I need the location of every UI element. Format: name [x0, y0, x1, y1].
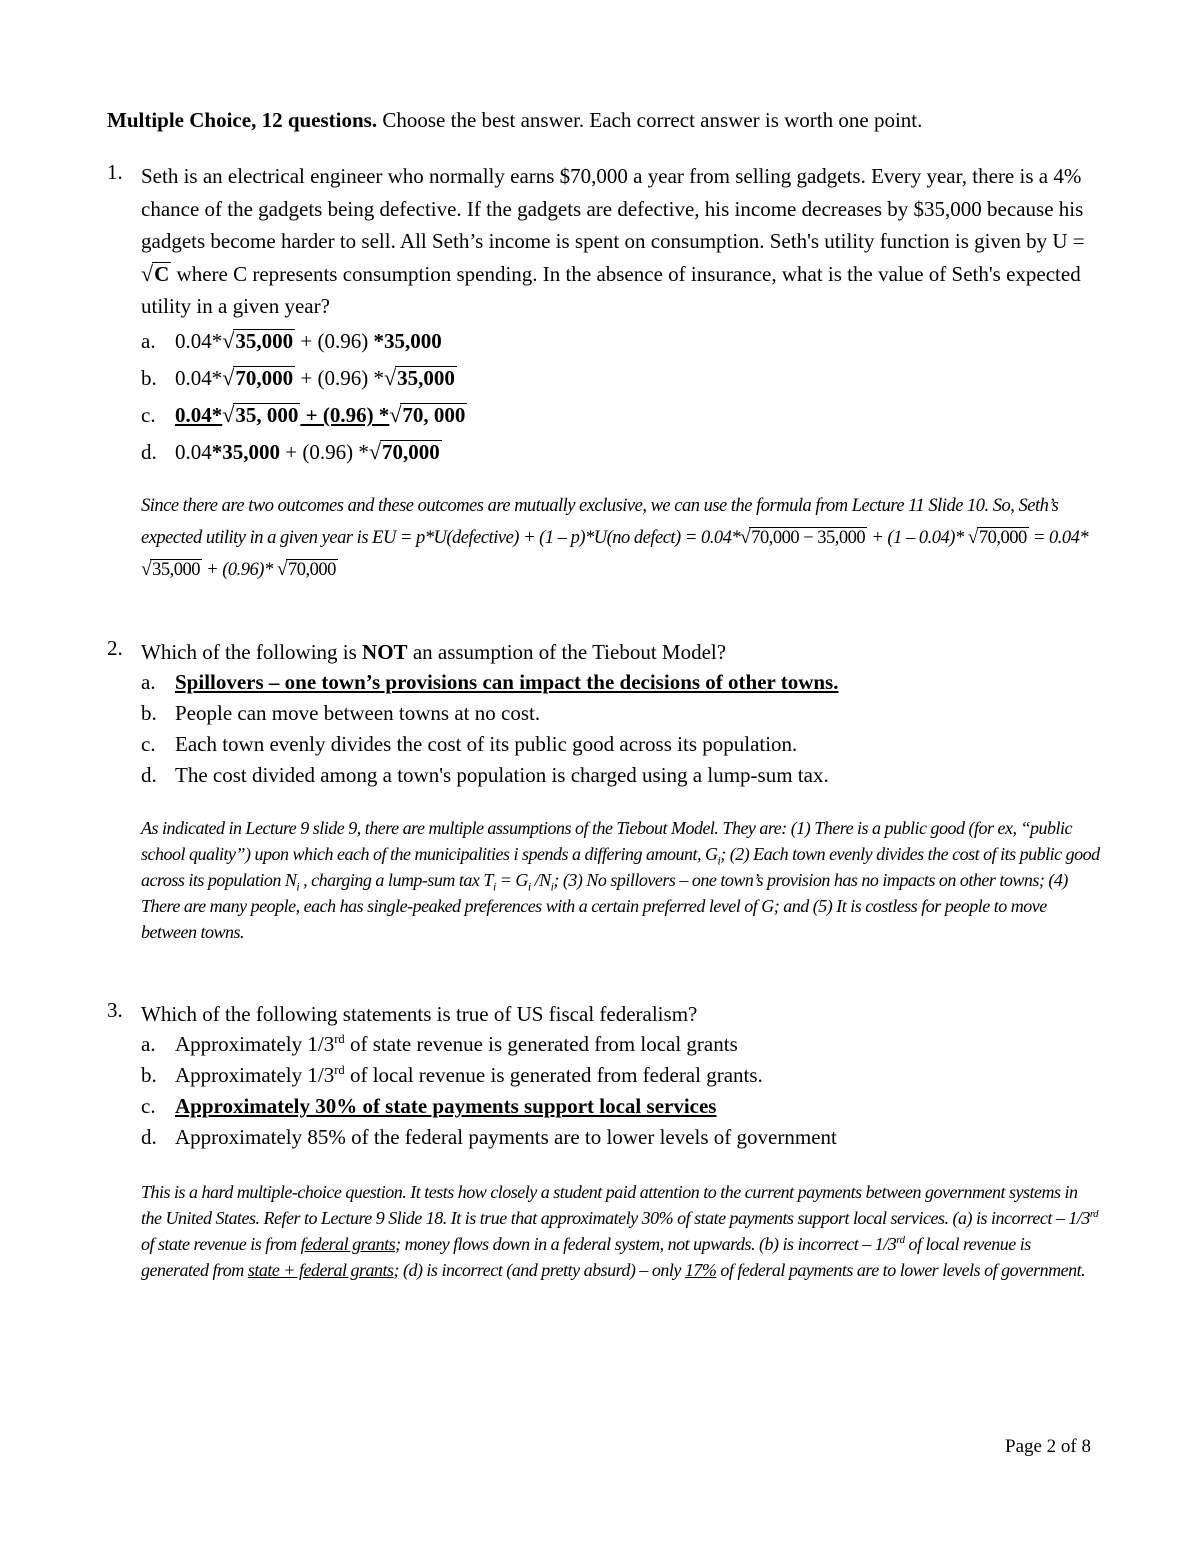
- option-c-correct[interactable]: c. Approximately 30% of state payments support local services: [141, 1094, 717, 1118]
- option-b[interactable]: b. Approximately 1/3rd of local revenue is generated from federal grants.: [141, 1063, 763, 1087]
- question-text: Seth is an electrical engineer who normally earns $70,000 a year from selling gadgets. Every year, there is a 4% chance of the gadgets being defective. If the gadgets are defective, his income decreases by $35,000 because his gadgets become harder to sell. All Seth’s income is spent on consumption. Seth's utility function is given by U = √C where C represents consumption spending. In the absence of insurance, what is the value of Seth's expected utility in a given year?: [141, 164, 1085, 318]
- question-3-options: [141, 1029, 837, 1153]
- option-d[interactable]: d. Approximately 85% of the federal payments are to lower levels of government: [141, 1125, 837, 1149]
- instructions-header: [107, 108, 922, 133]
- radical-sign: √: [141, 260, 154, 286]
- option-c-correct[interactable]: c. 0.04*√35, 000 + (0.96) *√70, 000: [141, 402, 466, 427]
- question-2-explanation: As indicated in Lecture 9 slide 9, there are multiple assumptions of the Tiebout Model. They are: (1) There is a public good (for ex, “public school quality”) upon which each of the municipalities i spends a differing amount, $G_i$; (2) Each town evenly divides the cost of its public good across its population $N_i$ , charging a lump-sum tax $T_i = G_i$ $/N_i$; (3) No spillovers – one town’s provision has no impacts on other towns; (4) There are many people, each has single-peaked preferences with a certain preferred level of G; and (5) It is costless for people to move between towns.: [141, 818, 1100, 942]
- question-2-options: [141, 667, 838, 791]
- instructions-text: Choose the best answer. Each correct answer is worth one point.: [377, 108, 923, 132]
- question-1-options: [141, 322, 467, 470]
- option-c[interactable]: c. Each town evenly divides the cost of its public good across its population.: [141, 732, 798, 756]
- option-b[interactable]: b. 0.04*√70,000 + (0.96) *√35,000: [141, 365, 455, 390]
- option-a[interactable]: a. 0.04*√35,000 + (0.96) *35,000: [141, 322, 467, 359]
- option-a[interactable]: a. Approximately 1/3rd of state revenue is generated from local grants: [141, 1032, 738, 1056]
- page-number: Page 2 of 8: [1005, 1436, 1092, 1457]
- question-3-explanation: This is a hard multiple-choice question. It tests how closely a student paid attention to the current payments between government systems in the United States. Refer to Lecture 9 Slide 18. It is true that approximately 30% of state payments support local services. (a) is incorrect – 1/3rd of state revenue is from federal grants; money flows down in a federal system, not upwards. (b) is incorrect – 1/3rd of local revenue is generated from state + federal grants; (d) is incorrect (and pretty absurd) – only 17% of federal payments are to lower levels of government.: [141, 1182, 1099, 1280]
- question-number: 2.: [107, 636, 123, 660]
- option-a-correct[interactable]: a. Spillovers – one town’s provisions can impact the decisions of other towns.: [141, 670, 839, 694]
- option-b[interactable]: b. People can move between towns at no cost.: [141, 701, 541, 725]
- question-number: 1.: [107, 160, 123, 184]
- sqrt-expression: √C: [141, 258, 171, 291]
- question-1-explanation: Since there are two outcomes and these outcomes are mutually exclusive, we can use the formula from Lecture 11 Slide 10. So, Seth’s expected utility in a given year is EU = p*U(defective) + (1 – p)*U(no defect) = 0.04*√70,000 − 35,000 + (1 – 0.04)* √70,000 = 0.04*√35,000 + (0.96)* √70,000: [141, 496, 1089, 580]
- option-d[interactable]: d. 0.04*35,000 + (0.96) *√70,000: [141, 439, 440, 464]
- option-d[interactable]: d. The cost divided among a town's population is charged using a lump-sum tax.: [141, 763, 829, 787]
- sqrt-expression: √35,000: [222, 328, 294, 353]
- question-text: Which of the following statements is true of US fiscal federalism?: [141, 1002, 698, 1026]
- question-number: 3.: [107, 998, 123, 1022]
- question-text: Which of the following is NOT an assumption of the Tiebout Model?: [141, 640, 727, 664]
- instructions-title: Multiple Choice, 12 questions.: [107, 108, 378, 132]
